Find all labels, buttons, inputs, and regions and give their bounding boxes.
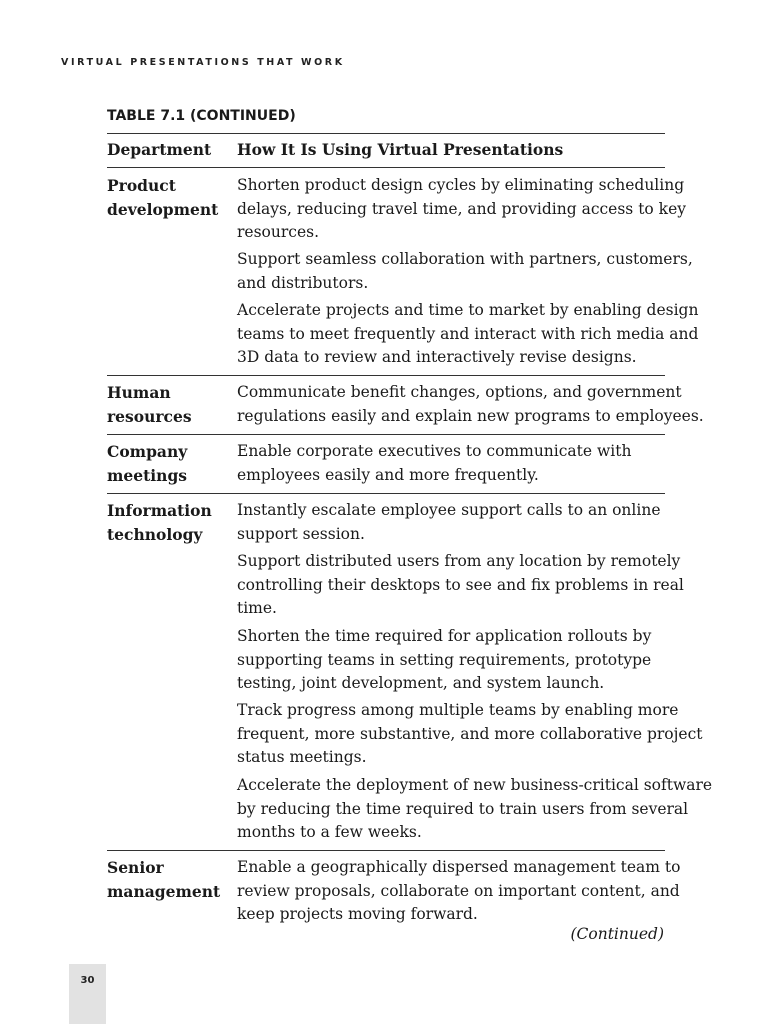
usage-paragraph	[237, 774, 712, 845]
usage-paragraph	[237, 625, 651, 696]
usage-line: Support distributed users from any location by remotely	[237, 552, 681, 570]
usage-line: employees easily and more frequently.	[237, 465, 539, 484]
usage-line: frequent, more substantive, and more collaborative project	[237, 724, 703, 743]
usage-line: Shorten the time required for application rollouts by	[237, 627, 652, 645]
usage-line: review proposals, collaborate on important content, and	[237, 881, 680, 900]
department-line: Human	[107, 383, 171, 402]
usage-line: resources.	[237, 223, 319, 241]
usage-paragraph	[237, 174, 686, 245]
usage-paragraph	[237, 381, 704, 428]
usage-line: support session.	[237, 524, 365, 543]
usage-line: controlling their desktops to see and fix problems in real	[237, 575, 684, 594]
usage-paragraph	[237, 856, 680, 927]
department-company-meetings	[107, 440, 187, 487]
usage-line: Track progress among multiple teams by enabling more	[237, 701, 679, 719]
usage-paragraph	[237, 248, 693, 295]
department-human-resources	[107, 381, 192, 428]
usage-line: supporting teams in setting requirements, prototype	[237, 650, 652, 669]
continued-note: (Continued)	[570, 925, 664, 943]
usage-paragraph	[237, 499, 661, 546]
table-title: TABLE 7.1 (CONTINUED)	[107, 108, 296, 124]
department-line: development	[107, 199, 219, 219]
usage-paragraph	[237, 299, 698, 370]
usage-line: testing, joint development, and system launch.	[237, 674, 605, 692]
usage-line: Accelerate projects and time to market by enabling design	[237, 301, 699, 319]
usage-line: delays, reducing travel time, and providing access to key	[237, 199, 687, 218]
usage-line: time.	[237, 599, 277, 617]
usage-line: months to a few weeks.	[237, 823, 422, 841]
usage-line: by reducing the time required to train users from several	[237, 799, 689, 818]
table-header-rule	[107, 167, 665, 168]
usage-line: Accelerate the deployment of new business-critical software	[237, 776, 713, 794]
usage-line: status meetings.	[237, 748, 367, 766]
usage-line: Shorten product design cycles by eliminating scheduling	[237, 176, 685, 194]
department-senior-management	[107, 856, 220, 903]
department-information-technology	[107, 499, 212, 546]
table-top-rule	[107, 133, 665, 134]
column-header-usage: How It Is Using Virtual Presentations	[237, 140, 564, 159]
usage-line: Instantly escalate employee support calls to an online	[237, 501, 661, 519]
running-head: VIRTUAL PRESENTATIONS THAT WORK	[61, 57, 345, 68]
usage-line: Enable a geographically dispersed management team to	[237, 858, 681, 876]
department-line: resources	[107, 406, 192, 426]
row-divider	[107, 493, 665, 494]
row-divider	[107, 434, 665, 435]
usage-line: and distributors.	[237, 273, 369, 292]
usage-paragraph	[237, 440, 631, 487]
department-product-development	[107, 174, 218, 221]
department-line: meetings	[107, 465, 188, 485]
usage-line: regulations easily and explain new programs to employees.	[237, 406, 704, 425]
department-line: Company	[107, 442, 188, 461]
row-divider	[107, 850, 665, 851]
usage-paragraph	[237, 550, 684, 621]
page-number: 30	[80, 975, 95, 986]
column-header-department: Department	[107, 140, 212, 159]
usage-line: Communicate benefit changes, options, and government	[237, 383, 682, 401]
department-line: Information	[107, 501, 212, 520]
department-line: management	[107, 881, 221, 901]
usage-line: 3D data to review and interactively revise designs.	[237, 348, 637, 366]
page-number-tab	[69, 964, 106, 1024]
usage-paragraph	[237, 699, 703, 770]
usage-line: Support seamless collaboration with partners, customers,	[237, 250, 693, 268]
department-line: Product	[107, 176, 176, 195]
usage-line: keep projects moving forward.	[237, 905, 478, 923]
usage-line: teams to meet frequently and interact with rich media and	[237, 324, 699, 343]
row-divider	[107, 375, 665, 376]
department-line: Senior	[107, 858, 164, 877]
department-line: technology	[107, 524, 203, 544]
usage-line: Enable corporate executives to communicate with	[237, 442, 632, 460]
